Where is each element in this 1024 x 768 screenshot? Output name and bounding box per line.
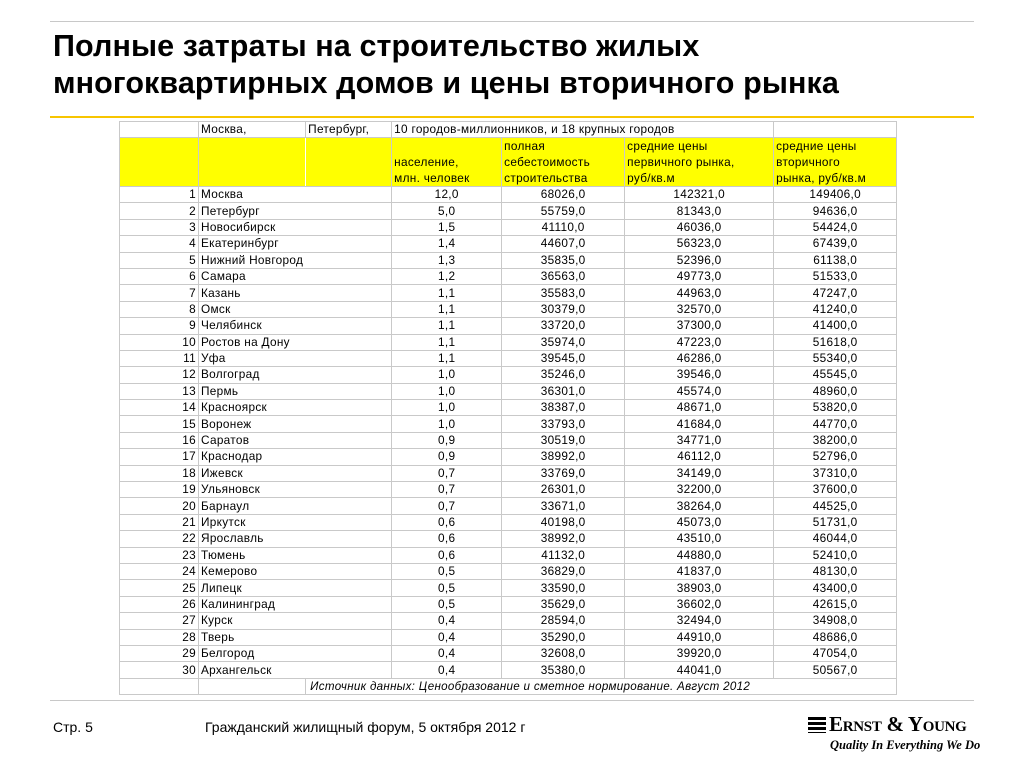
secondary-price-cell: 45545,0 [774,367,897,383]
population-cell: 1,3 [392,252,502,268]
population-cell: 0,7 [392,498,502,514]
table-header-row-columns [120,138,897,187]
table-row [120,416,897,432]
construction-cost-cell: 33590,0 [502,580,625,596]
primary-price-cell: 47223,0 [625,334,774,350]
table-row [120,252,897,268]
population-cell: 12,0 [392,187,502,203]
population-cell: 1,1 [392,350,502,366]
table-header-row-top [120,122,897,138]
table-row [120,432,897,448]
table-row [120,531,897,547]
construction-cost-cell: 35629,0 [502,596,625,612]
row-number-cell: 13 [120,383,199,399]
primary-price-cell: 44041,0 [625,662,774,678]
population-cell: 1,0 [392,383,502,399]
header-secondary-line-3: рынка, руб/кв.м [776,171,867,185]
secondary-price-cell: 52796,0 [774,449,897,465]
header-cell-yellow-blank-2 [199,138,306,187]
source-blank-cell [199,678,306,694]
header-primary [625,138,774,187]
row-number-cell: 17 [120,449,199,465]
primary-price-cell: 46112,0 [625,449,774,465]
spacer-cell [306,498,392,514]
header-population-line-1: население, [394,155,459,169]
row-number-cell: 15 [120,416,199,432]
spacer-cell [306,236,392,252]
spacer-cell [306,301,392,317]
slide-title [53,28,983,102]
header-primary-line-2: первичного рынка, [627,155,735,169]
secondary-price-cell: 67439,0 [774,236,897,252]
city-name-cell: Самара [199,268,306,284]
spacer-cell [306,596,392,612]
city-name-cell: Кемерово [199,563,306,579]
row-number-cell: 27 [120,613,199,629]
cost-table [119,121,897,695]
row-number-cell: 10 [120,334,199,350]
row-number-cell: 6 [120,268,199,284]
secondary-price-cell: 42615,0 [774,596,897,612]
table-row [120,334,897,350]
spacer-cell [306,449,392,465]
city-name-cell: Омск [199,301,306,317]
row-number-cell: 9 [120,318,199,334]
primary-price-cell: 48671,0 [625,400,774,416]
secondary-price-cell: 48130,0 [774,563,897,579]
primary-price-cell: 44880,0 [625,547,774,563]
population-cell: 0,6 [392,531,502,547]
spacer-cell [306,580,392,596]
primary-price-cell: 56323,0 [625,236,774,252]
city-name-cell: Тверь [199,629,306,645]
table-row [120,400,897,416]
table-row [120,301,897,317]
city-name-cell: Саратов [199,432,306,448]
secondary-price-cell: 44525,0 [774,498,897,514]
table-row [120,318,897,334]
secondary-price-cell: 149406,0 [774,187,897,203]
secondary-price-cell: 41240,0 [774,301,897,317]
construction-cost-cell: 28594,0 [502,613,625,629]
population-cell: 0,7 [392,482,502,498]
spacer-cell [306,514,392,530]
city-name-cell: Архангельск [199,662,306,678]
primary-price-cell: 81343,0 [625,203,774,219]
row-number-cell: 20 [120,498,199,514]
primary-price-cell: 32570,0 [625,301,774,317]
table-row [120,482,897,498]
table-row [120,613,897,629]
spacer-cell [306,629,392,645]
primary-price-cell: 37300,0 [625,318,774,334]
spacer-cell [306,383,392,399]
population-cell: 0,7 [392,465,502,481]
construction-cost-cell: 32608,0 [502,645,625,661]
secondary-price-cell: 47054,0 [774,645,897,661]
population-cell: 1,5 [392,219,502,235]
row-number-cell: 25 [120,580,199,596]
city-name-cell: Ульяновск [199,482,306,498]
construction-cost-cell: 35290,0 [502,629,625,645]
spacer-cell [306,268,392,284]
primary-price-cell: 43510,0 [625,531,774,547]
city-name-cell: Петербург [199,203,306,219]
population-cell: 1,1 [392,285,502,301]
secondary-price-cell: 47247,0 [774,285,897,301]
spacer-cell [306,400,392,416]
row-number-cell: 16 [120,432,199,448]
table-row [120,465,897,481]
city-name-cell: Иркутск [199,514,306,530]
row-number-cell: 18 [120,465,199,481]
spacer-cell [306,187,392,203]
table-row [120,645,897,661]
primary-price-cell: 39920,0 [625,645,774,661]
slide-title-line-2: многоквартирных домов и цены вторичного рынка [53,66,839,100]
city-name-cell: Курск [199,613,306,629]
spacer-cell [306,318,392,334]
header-cell-moscow: Москва, [199,122,306,138]
construction-cost-cell: 33671,0 [502,498,625,514]
city-name-cell: Белгород [199,645,306,661]
city-name-cell: Пермь [199,383,306,399]
header-cost-line-1: полная [504,139,546,153]
spacer-cell [306,350,392,366]
construction-cost-cell: 41110,0 [502,219,625,235]
table-row [120,350,897,366]
header-secondary-line-2: вторичного [776,155,840,169]
city-name-cell: Ярославль [199,531,306,547]
primary-price-cell: 38264,0 [625,498,774,514]
construction-cost-cell: 30379,0 [502,301,625,317]
row-number-cell: 11 [120,350,199,366]
secondary-price-cell: 46044,0 [774,531,897,547]
primary-price-cell: 44963,0 [625,285,774,301]
data-source-note: Источник данных: Ценообразование и сметное нормирование. Август 2012 [306,678,897,694]
cost-table-container [119,121,897,695]
header-population-line-2: млн. человек [394,171,470,185]
city-name-cell: Липецк [199,580,306,596]
ernst-young-logo [808,712,981,756]
construction-cost-cell: 35835,0 [502,252,625,268]
row-number-cell: 21 [120,514,199,530]
header-cell-blank [120,122,199,138]
header-secondary [774,138,897,187]
secondary-price-cell: 44770,0 [774,416,897,432]
row-number-cell: 7 [120,285,199,301]
row-number-cell: 2 [120,203,199,219]
table-row [120,662,897,678]
row-number-cell: 1 [120,187,199,203]
secondary-price-cell: 55340,0 [774,350,897,366]
city-name-cell: Челябинск [199,318,306,334]
header-cost-line-2: себестоимость [504,155,591,169]
construction-cost-cell: 33793,0 [502,416,625,432]
table-row [120,629,897,645]
spacer-cell [306,531,392,547]
header-cost [502,138,625,187]
construction-cost-cell: 35246,0 [502,367,625,383]
spacer-cell [306,482,392,498]
city-name-cell: Тюмень [199,547,306,563]
header-primary-line-1: средние цены [627,139,708,153]
primary-price-cell: 45574,0 [625,383,774,399]
spacer-cell [306,334,392,350]
table-row [120,563,897,579]
header-cell-group: 10 городов-миллионников, и 18 крупных городов [392,122,774,138]
construction-cost-cell: 40198,0 [502,514,625,530]
secondary-price-cell: 41400,0 [774,318,897,334]
secondary-price-cell: 34908,0 [774,613,897,629]
primary-price-cell: 46036,0 [625,219,774,235]
top-divider [50,21,974,22]
table-row [120,580,897,596]
spacer-cell [306,432,392,448]
row-number-cell: 4 [120,236,199,252]
table-row [120,367,897,383]
construction-cost-cell: 30519,0 [502,432,625,448]
spacer-cell [306,613,392,629]
construction-cost-cell: 44607,0 [502,236,625,252]
footer-divider [50,700,974,701]
spacer-cell [306,367,392,383]
city-name-cell: Красноярск [199,400,306,416]
construction-cost-cell: 41132,0 [502,547,625,563]
secondary-price-cell: 48960,0 [774,383,897,399]
header-cell-blank-2 [774,122,897,138]
row-number-cell: 8 [120,301,199,317]
primary-price-cell: 142321,0 [625,187,774,203]
primary-price-cell: 39546,0 [625,367,774,383]
city-name-cell: Воронеж [199,416,306,432]
table-row [120,285,897,301]
secondary-price-cell: 52410,0 [774,547,897,563]
row-number-cell: 14 [120,400,199,416]
table-row [120,268,897,284]
secondary-price-cell: 43400,0 [774,580,897,596]
table-row [120,596,897,612]
population-cell: 0,6 [392,547,502,563]
spacer-cell [306,645,392,661]
row-number-cell: 22 [120,531,199,547]
secondary-price-cell: 37310,0 [774,465,897,481]
secondary-price-cell: 61138,0 [774,252,897,268]
secondary-price-cell: 51618,0 [774,334,897,350]
secondary-price-cell: 53820,0 [774,400,897,416]
population-cell: 0,4 [392,662,502,678]
table-row [120,547,897,563]
title-accent-divider [50,116,974,118]
row-number-cell: 29 [120,645,199,661]
row-number-cell: 19 [120,482,199,498]
primary-price-cell: 45073,0 [625,514,774,530]
construction-cost-cell: 36563,0 [502,268,625,284]
primary-price-cell: 41837,0 [625,563,774,579]
population-cell: 0,9 [392,432,502,448]
construction-cost-cell: 35380,0 [502,662,625,678]
primary-price-cell: 44910,0 [625,629,774,645]
spacer-cell [306,203,392,219]
spacer-cell [306,219,392,235]
primary-price-cell: 32200,0 [625,482,774,498]
ey-logo-mark-icon [808,717,826,733]
city-name-cell: Калининград [199,596,306,612]
population-cell: 0,4 [392,629,502,645]
construction-cost-cell: 35974,0 [502,334,625,350]
header-cell-piter: Петербург, [306,122,392,138]
header-cost-line-3: строительства [504,171,588,185]
population-cell: 1,1 [392,318,502,334]
population-cell: 1,4 [392,236,502,252]
header-secondary-line-1: средние цены [776,139,857,153]
secondary-price-cell: 51533,0 [774,268,897,284]
header-cell-yellow-blank-3 [306,138,392,187]
secondary-price-cell: 48686,0 [774,629,897,645]
city-name-cell: Москва [199,187,306,203]
primary-price-cell: 36602,0 [625,596,774,612]
spacer-cell [306,252,392,268]
table-row [120,203,897,219]
construction-cost-cell: 26301,0 [502,482,625,498]
city-name-cell: Екатеринбург [199,236,306,252]
header-cell-yellow-blank-1 [120,138,199,187]
construction-cost-cell: 38992,0 [502,449,625,465]
secondary-price-cell: 50567,0 [774,662,897,678]
spacer-cell [306,416,392,432]
slide-title-line-1: Полные затраты на строительство жилых [53,29,700,63]
construction-cost-cell: 55759,0 [502,203,625,219]
table-row [120,514,897,530]
construction-cost-cell: 35583,0 [502,285,625,301]
city-name-cell: Казань [199,285,306,301]
population-cell: 0,9 [392,449,502,465]
city-name-cell: Новосибирск [199,219,306,235]
row-number-cell: 23 [120,547,199,563]
city-name-cell: Нижний Новгород [199,252,306,268]
primary-price-cell: 34149,0 [625,465,774,481]
construction-cost-cell: 39545,0 [502,350,625,366]
primary-price-cell: 52396,0 [625,252,774,268]
source-blank-cell [120,678,199,694]
row-number-cell: 30 [120,662,199,678]
primary-price-cell: 46286,0 [625,350,774,366]
primary-price-cell: 49773,0 [625,268,774,284]
secondary-price-cell: 94636,0 [774,203,897,219]
table-source-row [120,678,897,694]
construction-cost-cell: 33720,0 [502,318,625,334]
population-cell: 1,0 [392,416,502,432]
population-cell: 0,5 [392,563,502,579]
row-number-cell: 28 [120,629,199,645]
population-cell: 0,6 [392,514,502,530]
city-name-cell: Волгоград [199,367,306,383]
population-cell: 1,1 [392,334,502,350]
population-cell: 0,5 [392,596,502,612]
construction-cost-cell: 38387,0 [502,400,625,416]
primary-price-cell: 41684,0 [625,416,774,432]
spacer-cell [306,563,392,579]
construction-cost-cell: 36829,0 [502,563,625,579]
city-name-cell: Ростов на Дону [199,334,306,350]
page-number: Стр. 5 [53,719,93,735]
city-name-cell: Краснодар [199,449,306,465]
construction-cost-cell: 38992,0 [502,531,625,547]
row-number-cell: 26 [120,596,199,612]
table-row [120,498,897,514]
primary-price-cell: 38903,0 [625,580,774,596]
population-cell: 1,0 [392,367,502,383]
city-name-cell: Уфа [199,350,306,366]
secondary-price-cell: 51731,0 [774,514,897,530]
population-cell: 1,2 [392,268,502,284]
population-cell: 0,4 [392,645,502,661]
header-primary-line-3: руб/кв.м [627,171,675,185]
construction-cost-cell: 68026,0 [502,187,625,203]
population-cell: 0,4 [392,613,502,629]
population-cell: 5,0 [392,203,502,219]
population-cell: 0,5 [392,580,502,596]
row-number-cell: 12 [120,367,199,383]
spacer-cell [306,285,392,301]
footer-event-text: Гражданский жилищный форум, 5 октября 2012 г [205,719,526,735]
table-row [120,236,897,252]
construction-cost-cell: 33769,0 [502,465,625,481]
table-row [120,219,897,235]
population-cell: 1,1 [392,301,502,317]
population-cell: 1,0 [392,400,502,416]
logo-name: Ernst & Young [829,712,967,736]
row-number-cell: 5 [120,252,199,268]
row-number-cell: 24 [120,563,199,579]
primary-price-cell: 34771,0 [625,432,774,448]
header-population [392,138,502,187]
table-row [120,187,897,203]
spacer-cell [306,662,392,678]
table-row [120,449,897,465]
city-name-cell: Ижевск [199,465,306,481]
spacer-cell [306,547,392,563]
logo-tagline: Quality In Everything We Do [830,738,981,752]
construction-cost-cell: 36301,0 [502,383,625,399]
spacer-cell [306,465,392,481]
primary-price-cell: 32494,0 [625,613,774,629]
city-name-cell: Барнаул [199,498,306,514]
table-row [120,383,897,399]
secondary-price-cell: 38200,0 [774,432,897,448]
secondary-price-cell: 54424,0 [774,219,897,235]
secondary-price-cell: 37600,0 [774,482,897,498]
logo-wordmark [808,712,967,737]
row-number-cell: 3 [120,219,199,235]
